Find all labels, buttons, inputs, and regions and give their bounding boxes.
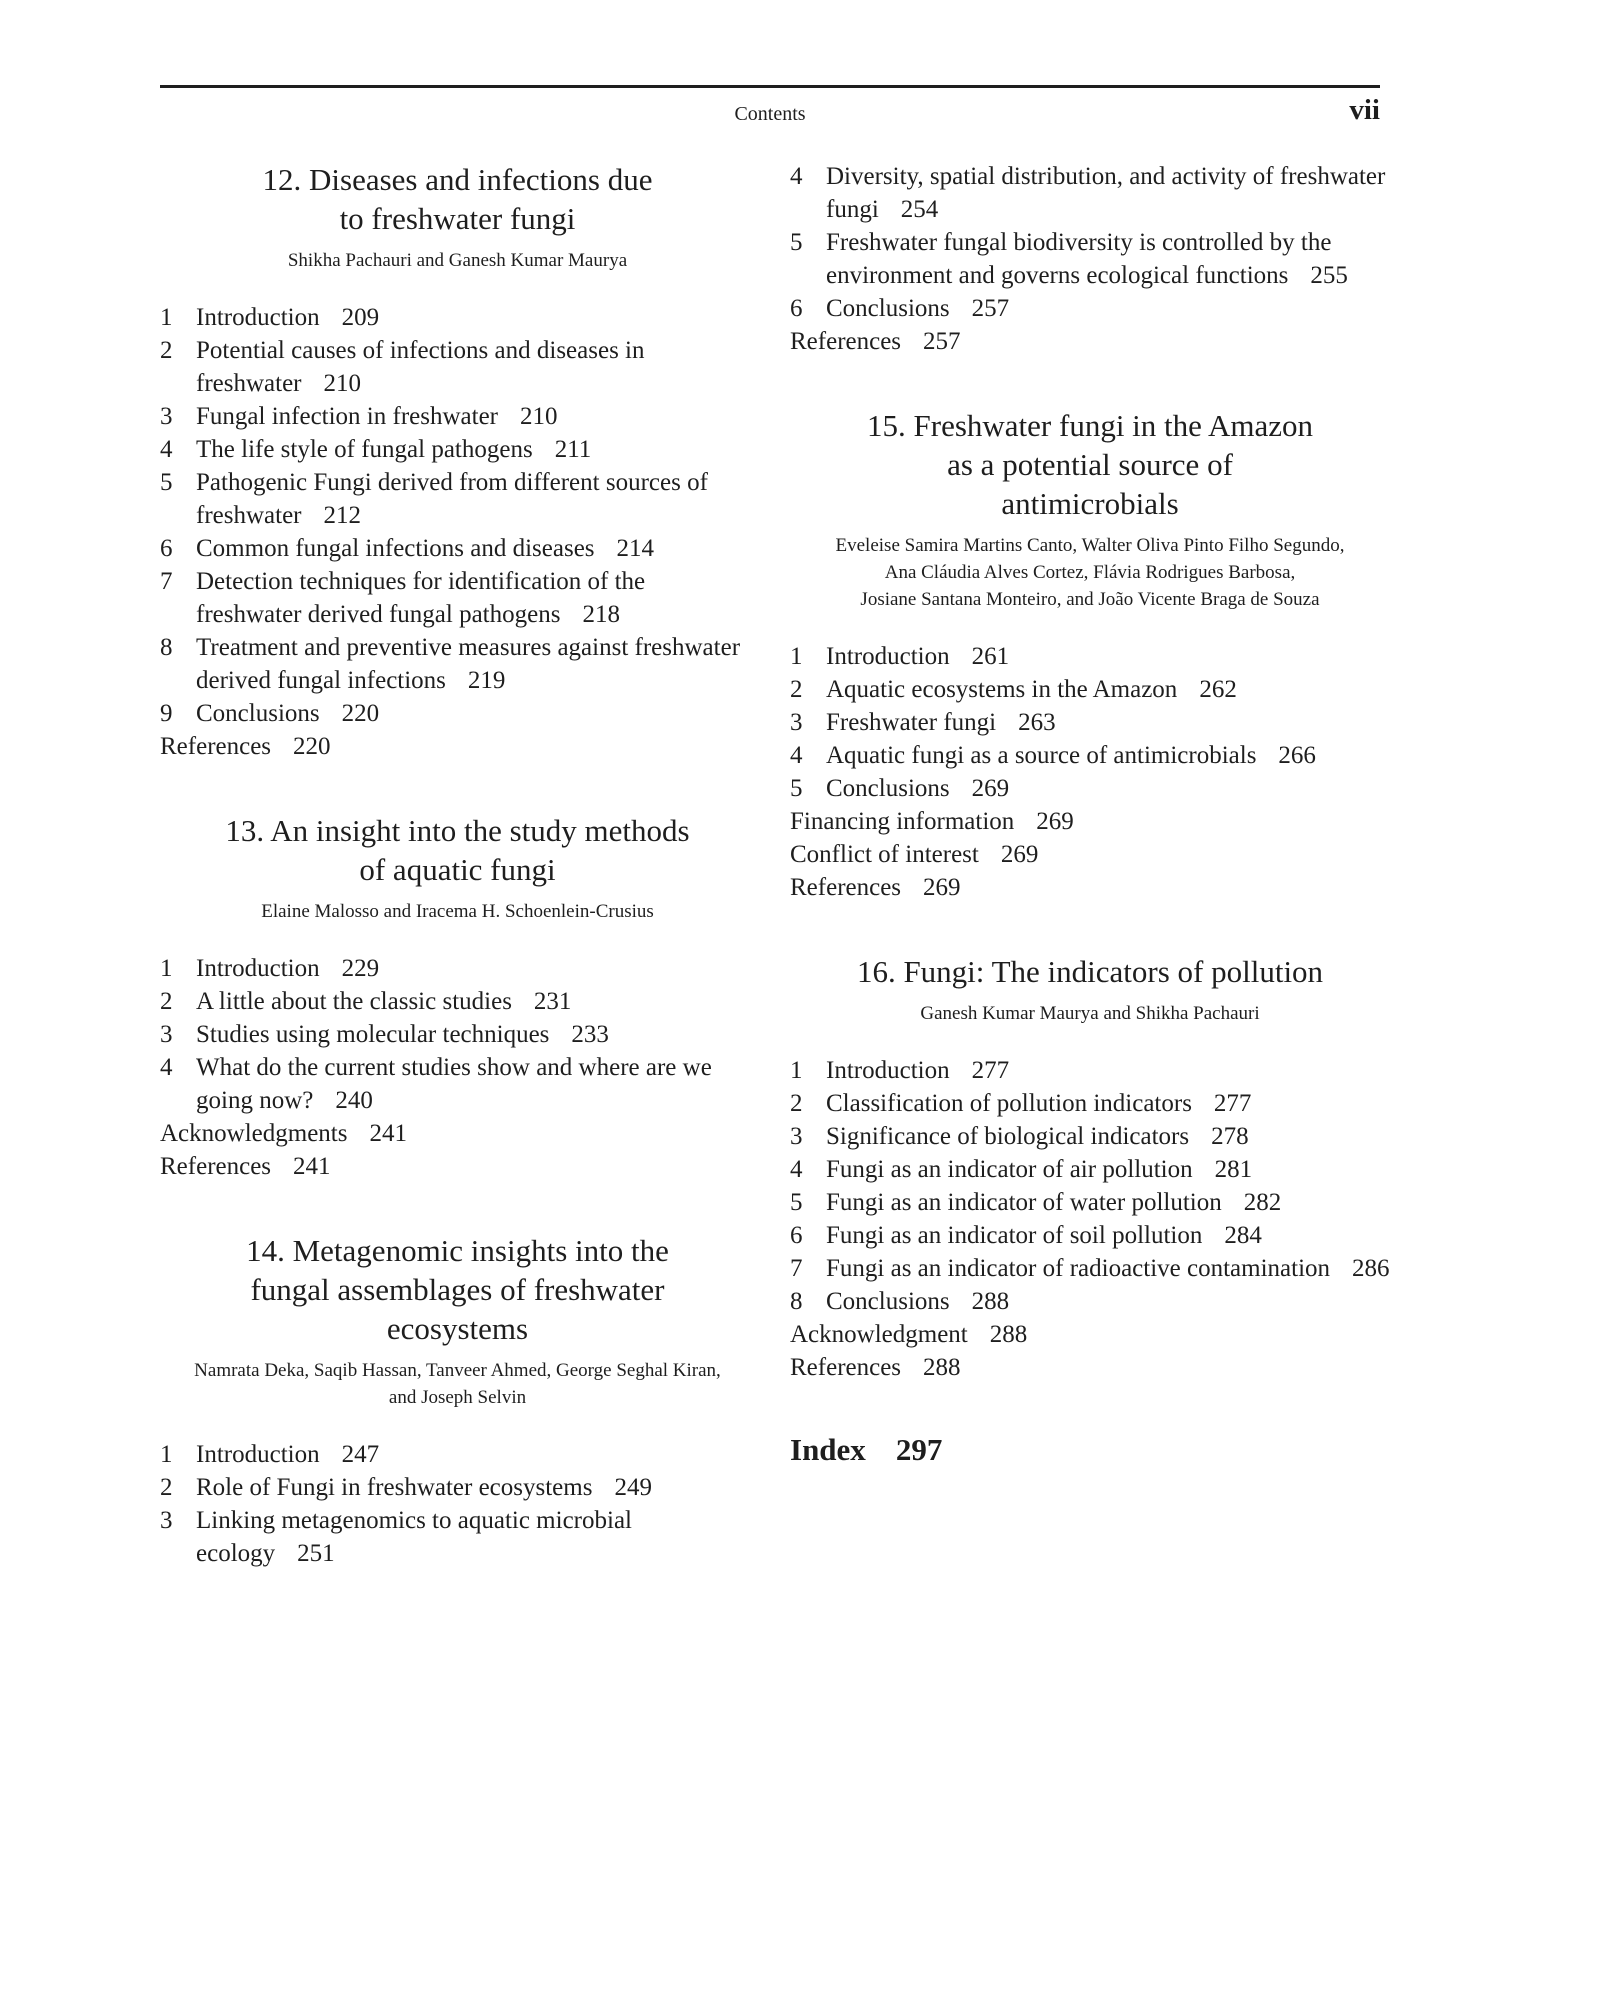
entry-title: Potential causes of infections and diseases in freshwater — [196, 337, 645, 397]
entry-page: 219 — [467, 667, 506, 694]
entry-text — [790, 805, 1390, 838]
toc-entry[interactable] — [790, 1318, 1390, 1351]
chapter-block — [160, 160, 755, 763]
chapter-title[interactable] — [170, 160, 745, 238]
chapter-title-line: fungal assemblages of freshwater — [250, 1272, 665, 1307]
entry-title: Aquatic ecosystems in the Amazon — [826, 676, 1178, 703]
entry-title: Conflict of interest — [790, 841, 979, 868]
author-line: Ganesh Kumar Maurya and Shikha Pachauri — [920, 1003, 1260, 1024]
page-number: vii — [1349, 94, 1380, 126]
entry-title: Fungal infection in freshwater — [196, 403, 498, 430]
entry-title: Significance of biological indicators — [826, 1123, 1190, 1150]
entry-number: 2 — [160, 1474, 173, 1501]
toc-entry[interactable] — [160, 433, 755, 466]
entry-number: 3 — [790, 709, 803, 736]
entry-number: 1 — [160, 304, 173, 331]
entry-title: A little about the classic studies — [196, 988, 512, 1015]
entry-page: 261 — [971, 643, 1010, 670]
index-entry[interactable] — [790, 1432, 1390, 1468]
entry-text — [196, 697, 755, 730]
entry-number: 5 — [160, 469, 173, 496]
entry-page: 277 — [1213, 1090, 1252, 1117]
entry-text — [826, 1054, 1390, 1087]
toc-entry[interactable] — [790, 292, 1390, 325]
entry-title: Conclusions — [826, 1288, 950, 1315]
chapter-authors — [160, 1357, 755, 1411]
entry-page: 288 — [989, 1321, 1028, 1348]
entry-page: 262 — [1199, 676, 1237, 703]
entry-text — [196, 532, 755, 565]
entry-title: Diversity, spatial distribution, and activity of freshwater fungi — [826, 163, 1386, 223]
chapter-authors — [790, 532, 1390, 613]
toc-entry[interactable] — [790, 1186, 1390, 1219]
running-title: Contents — [734, 103, 806, 125]
entry-text — [790, 871, 1390, 904]
toc-entry[interactable] — [790, 1219, 1390, 1252]
entry-text — [826, 226, 1390, 292]
entry-number: 8 — [790, 1288, 803, 1315]
toc-entry[interactable] — [790, 673, 1390, 706]
entry-page: 277 — [971, 1057, 1010, 1084]
entry-page: 229 — [341, 955, 380, 982]
entry-text — [826, 160, 1390, 226]
entry-number: 5 — [790, 1189, 803, 1216]
entry-title: Fungi as an indicator of air pollution — [826, 1156, 1193, 1183]
entry-page: 254 — [900, 196, 939, 223]
entry-page: 211 — [554, 436, 592, 463]
entry-page: 251 — [297, 1540, 335, 1567]
entry-title: References — [790, 874, 902, 901]
entry-title: What do the current studies show and where are we going now? — [196, 1054, 712, 1114]
entry-page: 241 — [293, 1153, 331, 1180]
entry-page: 278 — [1211, 1123, 1249, 1150]
entry-number: 5 — [790, 775, 803, 802]
toc-entry[interactable] — [160, 466, 755, 532]
toc-entry[interactable] — [790, 871, 1390, 904]
header-rule — [160, 85, 1380, 88]
toc-entry[interactable] — [160, 1051, 755, 1117]
entry-number: 6 — [790, 1222, 803, 1249]
entry-number: 5 — [790, 229, 803, 256]
entry-text — [826, 1186, 1390, 1219]
entry-title: Acknowledgments — [160, 1120, 348, 1147]
author-line: Ana Cláudia Alves Cortez, Flávia Rodrigues Barbosa, — [884, 562, 1296, 583]
toc-entry[interactable] — [160, 565, 755, 631]
entry-title: Freshwater fungi — [826, 709, 997, 736]
toc-entry[interactable] — [160, 697, 755, 730]
entry-title: Linking metagenomics to aquatic microbial ecology — [196, 1507, 632, 1567]
entry-text — [826, 673, 1390, 706]
entry-number: 9 — [160, 700, 173, 727]
entry-number: 1 — [160, 1441, 173, 1468]
chapter-block — [790, 406, 1390, 904]
entry-page: 247 — [341, 1441, 380, 1468]
toc-entry[interactable] — [160, 952, 755, 985]
entry-number: 2 — [790, 676, 803, 703]
entry-page: 288 — [923, 1354, 961, 1381]
entry-text — [790, 1351, 1390, 1384]
entry-title: Pathogenic Fungi derived from different sources of freshwater — [196, 469, 708, 529]
entry-page: 210 — [323, 370, 361, 397]
index-label: Index — [790, 1432, 866, 1467]
entry-number: 8 — [160, 634, 173, 661]
entry-text — [826, 1252, 1390, 1285]
entry-title: Conclusions — [826, 775, 950, 802]
toc-entry[interactable] — [790, 226, 1390, 292]
entry-title: Conclusions — [826, 295, 950, 322]
entry-text — [196, 631, 755, 697]
chapter-authors — [160, 898, 755, 925]
chapter-title-line: 15. Freshwater fungi in the Amazon — [867, 408, 1313, 443]
toc-entry[interactable] — [790, 805, 1390, 838]
entry-text — [196, 1438, 755, 1471]
entry-title: Introduction — [826, 1057, 950, 1084]
entry-text — [826, 1120, 1390, 1153]
entry-number: 1 — [790, 643, 803, 670]
entry-text — [196, 1504, 755, 1570]
entry-page: 269 — [1000, 841, 1039, 868]
entry-number: 3 — [160, 1021, 173, 1048]
entry-text — [790, 325, 1390, 358]
toc-entry[interactable] — [160, 1471, 755, 1504]
entry-title: References — [790, 328, 902, 355]
toc-entry[interactable] — [160, 730, 755, 763]
author-line: Eveleise Samira Martins Canto, Walter Oliva Pinto Filho Segundo, — [835, 535, 1345, 556]
entry-page: 210 — [520, 403, 558, 430]
chapter-title-line: antimicrobials — [1001, 486, 1179, 521]
entry-text — [196, 1471, 755, 1504]
entry-number: 7 — [790, 1255, 803, 1282]
entry-page: 263 — [1018, 709, 1056, 736]
entry-text — [196, 565, 755, 631]
entry-number: 6 — [790, 295, 803, 322]
left-column — [160, 160, 755, 1618]
entry-text — [790, 1318, 1390, 1351]
entry-page: 249 — [614, 1474, 652, 1501]
toc-entry[interactable] — [790, 325, 1390, 358]
toc-entry[interactable] — [790, 1087, 1390, 1120]
entry-page: 241 — [369, 1120, 407, 1147]
entry-text — [826, 739, 1390, 772]
toc-entry[interactable] — [790, 1054, 1390, 1087]
entry-page: 218 — [582, 601, 620, 628]
entry-title: Introduction — [196, 955, 320, 982]
entry-text — [196, 400, 755, 433]
entry-text — [196, 334, 755, 400]
author-line: Shikha Pachauri and Ganesh Kumar Maurya — [287, 250, 628, 271]
toc-entry[interactable] — [160, 985, 755, 1018]
entry-title: Role of Fungi in freshwater ecosystems — [196, 1474, 593, 1501]
entry-text — [826, 1219, 1390, 1252]
entry-page: 220 — [293, 733, 331, 760]
entry-text — [826, 1087, 1390, 1120]
entry-list — [790, 1054, 1390, 1384]
chapter-title-line: as a potential source of — [947, 447, 1233, 482]
entry-title: References — [160, 733, 272, 760]
chapter-title-line: of aquatic fungi — [359, 852, 556, 887]
toc-entry[interactable] — [790, 160, 1390, 226]
toc-entry[interactable] — [160, 532, 755, 565]
entry-number: 2 — [160, 988, 173, 1015]
entry-page: 269 — [1036, 808, 1074, 835]
toc-entry[interactable] — [790, 706, 1390, 739]
entry-text — [196, 952, 755, 985]
toc-entry[interactable] — [790, 1252, 1390, 1285]
entry-title: Fungi as an indicator of radioactive contamination — [826, 1255, 1331, 1282]
entry-page: 288 — [971, 1288, 1010, 1315]
toc-entry[interactable] — [160, 631, 755, 697]
entry-number: 3 — [160, 1507, 173, 1534]
entry-text — [826, 772, 1390, 805]
entry-number: 1 — [790, 1057, 803, 1084]
toc-entry[interactable] — [160, 400, 755, 433]
chapter-title-line: to freshwater fungi — [339, 201, 576, 236]
entry-list — [160, 952, 755, 1183]
entry-number: 1 — [160, 955, 173, 982]
entry-page: 240 — [335, 1087, 373, 1114]
entry-text — [196, 1051, 755, 1117]
toc-entry[interactable] — [790, 1120, 1390, 1153]
toc-entry[interactable] — [160, 1117, 755, 1150]
chapter-block — [790, 952, 1390, 1384]
toc-entry[interactable] — [160, 1504, 755, 1570]
entry-text — [826, 1153, 1390, 1186]
chapter-title[interactable] — [800, 406, 1380, 523]
entry-title: Introduction — [196, 304, 320, 331]
toc-entry[interactable] — [790, 838, 1390, 871]
entry-title: Detection techniques for identification of the freshwater derived fungal pathogens — [196, 568, 646, 628]
entry-number: 6 — [160, 535, 173, 562]
chapter-authors — [790, 1000, 1390, 1027]
entry-text — [826, 1285, 1390, 1318]
entry-page: 255 — [1310, 262, 1348, 289]
continued-entries — [790, 160, 1390, 358]
entry-title: References — [790, 1354, 902, 1381]
entry-title: Introduction — [826, 643, 950, 670]
entry-text — [196, 301, 755, 334]
entry-text — [196, 466, 755, 532]
entry-number: 7 — [160, 568, 173, 595]
entry-number: 3 — [790, 1123, 803, 1150]
entry-text — [826, 706, 1390, 739]
index-page: 297 — [895, 1432, 943, 1467]
entry-page: 214 — [616, 535, 655, 562]
entry-page: 269 — [971, 775, 1010, 802]
entry-page: 257 — [923, 328, 961, 355]
entry-title: Aquatic fungi as a source of antimicrobials — [826, 742, 1257, 769]
chapter-title[interactable] — [170, 1231, 745, 1348]
chapter-title-line: 14. Metagenomic insights into the — [246, 1233, 669, 1268]
entry-text — [196, 433, 755, 466]
chapter-title-line: ecosystems — [386, 1311, 529, 1346]
author-line: Namrata Deka, Saqib Hassan, Tanveer Ahmed, George Seghal Kiran, — [194, 1360, 721, 1381]
author-line: Josiane Santana Monteiro, and João Vicente Braga de Souza — [860, 589, 1320, 610]
toc-entry[interactable] — [790, 739, 1390, 772]
entry-text — [160, 730, 755, 763]
entry-number: 4 — [160, 436, 173, 463]
entry-page: 233 — [571, 1021, 609, 1048]
entry-title: Financing information — [790, 808, 1015, 835]
entry-page: 282 — [1243, 1189, 1282, 1216]
chapter-block — [160, 811, 755, 1183]
right-chapters — [790, 406, 1390, 1384]
chapter-title[interactable] — [170, 811, 745, 889]
chapter-title[interactable] — [800, 952, 1380, 991]
entry-title: Common fungal infections and diseases — [196, 535, 595, 562]
entry-text — [160, 1150, 755, 1183]
entry-page: 266 — [1278, 742, 1316, 769]
toc-entry[interactable] — [160, 301, 755, 334]
entry-page: 284 — [1224, 1222, 1262, 1249]
entry-page: 212 — [323, 502, 361, 529]
entry-text — [196, 1018, 755, 1051]
entry-title: Conclusions — [196, 700, 320, 727]
entry-title: Treatment and preventive measures against freshwater derived fungal infections — [196, 634, 741, 694]
entry-text — [826, 640, 1390, 673]
entry-title: The life style of fungal pathogens — [196, 436, 533, 463]
entry-number: 3 — [160, 403, 173, 430]
entry-number: 2 — [790, 1090, 803, 1117]
author-line: and Joseph Selvin — [388, 1387, 527, 1408]
entry-list — [160, 301, 755, 763]
entry-number: 4 — [790, 742, 803, 769]
entry-page: 281 — [1214, 1156, 1253, 1183]
toc-entry[interactable] — [160, 1018, 755, 1051]
entry-page: 286 — [1352, 1255, 1390, 1282]
chapter-title-line: 16. Fungi: The indicators of pollution — [856, 954, 1324, 989]
author-line: Elaine Malosso and Iracema H. Schoenlein-Crusius — [261, 901, 654, 922]
entry-list — [160, 1438, 755, 1570]
entry-page: 231 — [533, 988, 572, 1015]
toc-entry[interactable] — [790, 1285, 1390, 1318]
entry-title: Acknowledgment — [790, 1321, 968, 1348]
entry-list — [790, 640, 1390, 904]
entry-title: Classification of pollution indicators — [826, 1090, 1192, 1117]
entry-number: 4 — [790, 1156, 803, 1183]
chapter-title-line: 13. An insight into the study methods — [225, 813, 690, 848]
entry-title: References — [160, 1153, 272, 1180]
toc-entry[interactable] — [160, 1150, 755, 1183]
toc-entry[interactable] — [790, 1153, 1390, 1186]
toc-entry[interactable] — [160, 1438, 755, 1471]
entry-text — [160, 1117, 755, 1150]
entry-text — [196, 985, 755, 1018]
entry-text — [826, 292, 1390, 325]
entry-text — [790, 838, 1390, 871]
toc-entry[interactable] — [160, 334, 755, 400]
entry-page: 209 — [341, 304, 380, 331]
right-column — [790, 160, 1390, 1468]
entry-title: Fungi as an indicator of soil pollution — [826, 1222, 1203, 1249]
entry-title: Studies using molecular techniques — [196, 1021, 550, 1048]
entry-title: Freshwater fungal biodiversity is controlled by the environment and governs ecological functions — [826, 229, 1332, 289]
entry-page: 257 — [971, 295, 1010, 322]
toc-entry[interactable] — [790, 640, 1390, 673]
chapter-authors — [160, 247, 755, 274]
toc-entry[interactable] — [790, 772, 1390, 805]
entry-number: 4 — [160, 1054, 173, 1081]
entry-number: 4 — [790, 163, 803, 190]
chapter-title-line: 12. Diseases and infections due — [262, 162, 653, 197]
entry-page: 220 — [341, 700, 380, 727]
chapter-block — [160, 1231, 755, 1570]
toc-entry[interactable] — [790, 1351, 1390, 1384]
entry-title: Fungi as an indicator of water pollution — [826, 1189, 1222, 1216]
entry-page: 269 — [923, 874, 961, 901]
entry-title: Introduction — [196, 1441, 320, 1468]
entry-number: 2 — [160, 337, 173, 364]
